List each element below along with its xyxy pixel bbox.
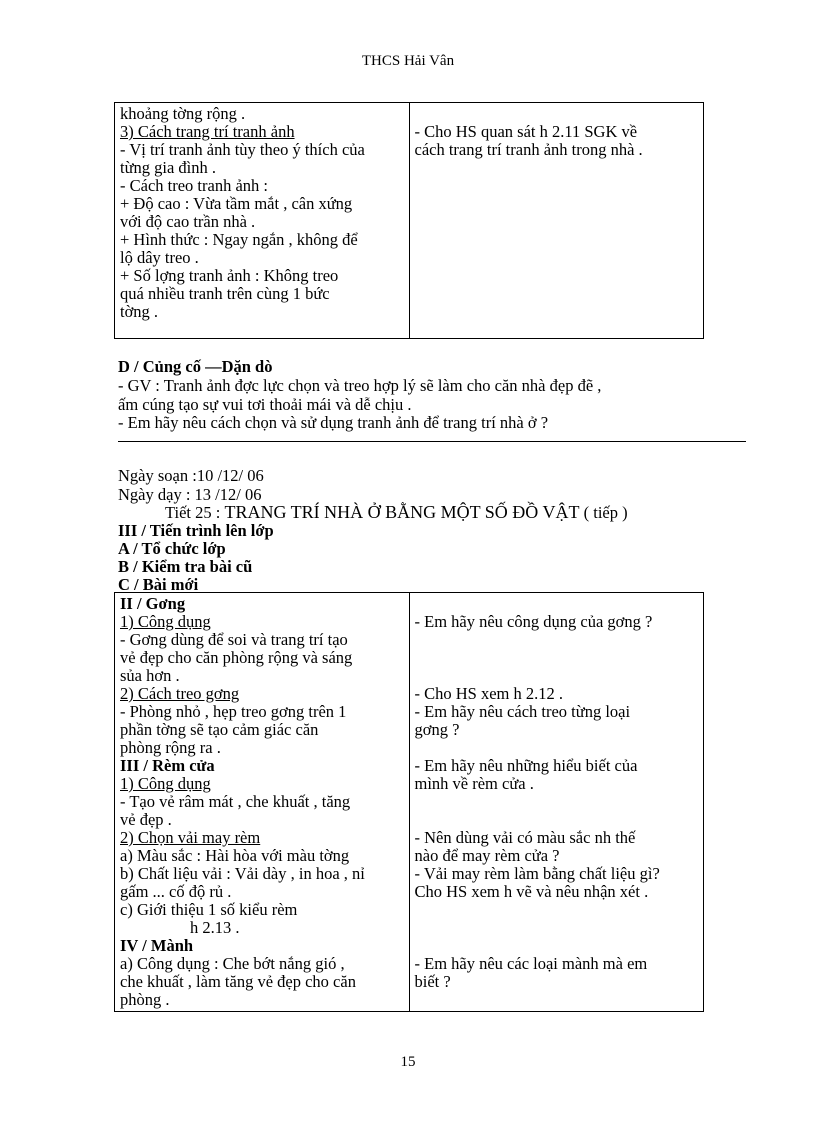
- section-progress: III / Tiến trình lên lớp: [118, 521, 274, 540]
- table2-left-line: c) Giới thiệu 1 số kiểu rèm: [120, 900, 298, 919]
- table2-left-line: 2) Cách treo gơng: [120, 684, 240, 703]
- section-review: B / Kiểm tra bài cũ: [118, 557, 253, 576]
- table1-left-line: + Độ cao : Vừa tầm mắt , cân xứng: [120, 194, 353, 213]
- table2-left-line: phòng .: [120, 990, 170, 1009]
- mirror-heading: II / Gơng: [120, 594, 186, 613]
- lesson-table-1: [114, 102, 704, 339]
- table2-left-line: 1) Công dụng: [120, 774, 211, 793]
- table2-left-line: - Tạo vẻ râm mát , che khuất , tăng: [120, 792, 351, 811]
- table2-right-line: mình về rèm cửa .: [414, 774, 534, 793]
- table1-left-line: 3) Cách trang trí tranh ảnh: [120, 122, 295, 141]
- consolidation-line: - Em hãy nêu cách chọn và sử dụng tranh ảnh để trang trí nhà ở ?: [118, 413, 549, 432]
- page-number: 15: [400, 1054, 416, 1070]
- table2-left-line: che khuất , làm tăng vẻ đẹp cho căn: [120, 972, 356, 991]
- curtain-heading: III / Rèm cửa: [120, 756, 215, 775]
- period-label: Tiết 25 :: [165, 503, 221, 522]
- table2-right-line: - Em hãy nêu những hiểu biết của: [414, 756, 638, 775]
- table1-left-line: tờng .: [120, 302, 159, 321]
- table2-left-line: 1) Công dụng: [120, 612, 211, 631]
- table1-right-line: cách trang trí tranh ảnh trong nhà .: [414, 140, 643, 159]
- lesson-title-suffix: ( tiếp ): [583, 503, 628, 522]
- table2-left-line: phòng rộng ra .: [120, 738, 221, 757]
- table2-right-line: Cho HS xem h vẽ và nêu nhận xét .: [414, 882, 649, 901]
- table2-right-line: - Em hãy nêu cách treo từng loại: [414, 702, 631, 721]
- table2-right-cell: [409, 593, 704, 1012]
- table2-left-line: b) Chất liệu vải : Vải dày , in hoa , nỉ: [120, 864, 365, 883]
- table1-left-line: - Vị trí tranh ảnh tùy theo ý thích của: [120, 140, 365, 159]
- table2-left-line: h 2.13 .: [190, 918, 240, 937]
- table1-left-line: - Cách treo tranh ảnh :: [120, 176, 268, 195]
- table2-left-line: sủa hơn .: [120, 666, 180, 685]
- consolidation-title: D / Củng cố —Dặn dò: [118, 357, 273, 376]
- page-header: THCS Hải Vân: [361, 53, 455, 69]
- table2-left-line: vẻ đẹp cho căn phòng rộng và sáng: [120, 648, 353, 667]
- table2-left-line: phần tờng sẽ tạo cảm giác căn: [120, 720, 319, 739]
- table2-left-line: a) Công dụng : Che bớt nắng gió ,: [120, 954, 345, 973]
- table2-left-line: - Gơng dùng để soi và trang trí tạo: [120, 630, 348, 649]
- table1-left-line: quá nhiều tranh trên cùng 1 bức: [120, 284, 330, 303]
- table1-left-line: + Hình thức : Ngay ngắn , không để: [120, 230, 358, 249]
- table1-left-line: lộ dây treo .: [120, 248, 199, 267]
- table2-left-cell: [115, 593, 410, 1012]
- table1-right-cell: [409, 103, 704, 339]
- table1-left-line: với độ cao trần nhà .: [120, 212, 256, 231]
- consolidation-line: ấm cúng tạo sự vui tơi thoải mái và dễ chịu .: [118, 395, 412, 414]
- table2-right-line: - Em hãy nêu công dụng của gơng ?: [414, 612, 653, 631]
- table1-left-cell: [115, 103, 410, 339]
- table2-right-line: gơng ?: [414, 720, 460, 739]
- table2-left-line: gấm ... cố độ rủ .: [120, 882, 232, 901]
- table1-left-line: + Số lợng tranh ảnh : Không treo: [120, 266, 339, 285]
- lesson-table-2: [114, 592, 704, 1012]
- table2-right-line: - Nên dùng vải có màu sắc nh thế: [414, 828, 636, 847]
- table2-right-line: nào để may rèm cửa ?: [414, 846, 560, 865]
- table2-left-line: 2) Chọn vải may rèm: [120, 828, 261, 847]
- date-prepared: Ngày soạn :10 /12/ 06: [118, 466, 264, 485]
- table2-left-line: - Phòng nhỏ , hẹp treo gơng trên 1: [120, 702, 347, 721]
- date-taught: Ngày dạy : 13 /12/ 06: [118, 485, 262, 504]
- blind-heading: IV / Mành: [120, 936, 194, 955]
- lesson-title-line: [165, 503, 628, 522]
- table2-right-line: - Vải may rèm làm bằng chất liệu gì?: [414, 864, 660, 883]
- table2-right-line: - Em hãy nêu các loại mành mà em: [414, 954, 648, 973]
- section-new-lesson: C / Bài mới: [118, 575, 199, 594]
- table2-left-line: a) Màu sắc : Hài hòa với màu tờng: [120, 846, 350, 865]
- table2-right-line: biết ?: [414, 972, 451, 991]
- lesson-title: TRANG TRÍ NHÀ Ở BẰNG MỘT SỐ ĐỒ VẬT: [224, 502, 580, 522]
- section-divider: [118, 441, 746, 442]
- table1-right-line: - Cho HS quan sát h 2.11 SGK về: [414, 122, 638, 141]
- consolidation-line: - GV : Tranh ảnh đợc lực chọn và treo hợp lý sẽ làm cho căn nhà đẹp đẽ ,: [118, 376, 602, 395]
- section-organization: A / Tổ chức lớp: [118, 539, 226, 558]
- table1-left-line: từng gia đình .: [120, 158, 217, 177]
- table1-left-line: khoảng tờng rộng .: [120, 104, 246, 123]
- table2-left-line: vẻ đẹp .: [120, 810, 172, 829]
- table2-right-line: - Cho HS xem h 2.12 .: [414, 684, 563, 703]
